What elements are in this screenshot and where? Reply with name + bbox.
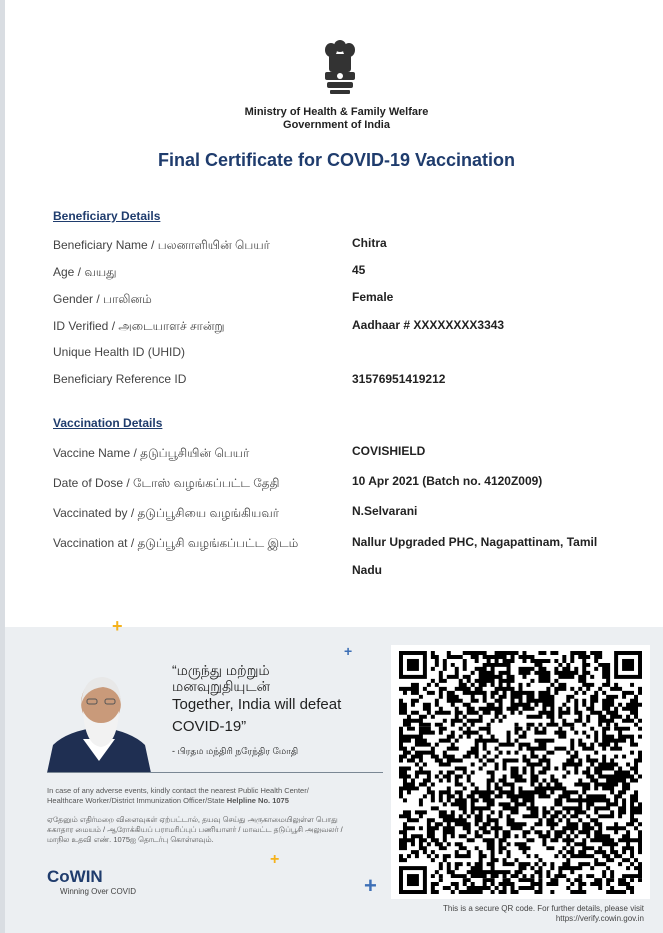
qr-code-box [391, 645, 650, 899]
quote-english-line1: Together, India will defeat [172, 696, 342, 713]
vaccination-at-value-line2: Nadu [352, 563, 382, 577]
qr-caption [394, 904, 644, 924]
id-verified-value: Aadhaar # XXXXXXXX3343 [352, 318, 505, 332]
plus-icon: + [112, 616, 123, 636]
dose-date-label: Date of Dose / டோஸ் வழங்கப்பட்ட தேதி [53, 476, 280, 490]
gender-label: Gender / பாலினம் [53, 292, 152, 306]
gender-value: Female [352, 290, 394, 304]
vaccine-name-value: COVISHIELD [352, 444, 426, 458]
quote-tamil [172, 662, 270, 694]
vaccinated-by-value: N.Selvarani [352, 504, 418, 518]
id-verified-label: ID Verified / அடையாளச் சான்று [53, 319, 225, 333]
national-emblem-icon [321, 38, 359, 104]
vaccination-at-label: Vaccination at / தடுப்பூசி வழங்கப்பட்ட இடம் [53, 536, 299, 550]
info-english-line2 [47, 796, 382, 806]
reference-id-label: Beneficiary Reference ID [53, 372, 187, 386]
plus-icon: + [344, 643, 353, 659]
beneficiary-name-label: Beneficiary Name / பலனாளியின் பெயர் [53, 238, 270, 252]
vaccination-at-value-line1: Nallur Upgraded PHC, Nagapattinam, Tamil [352, 535, 598, 549]
age-label: Age / வயது [53, 265, 117, 279]
info-tamil-line1: ஏதேனும் எதிர்மறை விளைவுகள் ஏற்பட்டால், தயவு செய்து அருகாமையிலுள்ள பொது [47, 815, 338, 824]
plus-icon: + [364, 873, 377, 898]
quote-tamil-line2: மனவுறுதியுடன் [172, 678, 271, 694]
quote-tamil-line1: “மருந்து மற்றும் [172, 662, 270, 678]
plus-icon: + [270, 851, 280, 868]
beneficiary-section-title: Beneficiary Details [53, 209, 161, 223]
age-value: 45 [352, 263, 366, 277]
vaccinated-by-label: Vaccinated by / தடுப்பூசியை வழங்கியவர் [53, 506, 280, 520]
certificate-title: Final Certificate for COVID-19 Vaccination [157, 150, 516, 170]
qr-caption-line2: https://verify.cowin.gov.in [555, 914, 644, 923]
qr-code [399, 651, 642, 894]
cowin-tagline: Winning Over COVID [60, 887, 137, 896]
helpline-number: Helpline No. 1075 [226, 796, 289, 805]
uhid-label: Unique Health ID (UHID) [53, 345, 186, 359]
prime-minister-attribution: - பிரதம மந்திரி நரேந்திர மோதி [172, 746, 299, 756]
divider [47, 772, 383, 773]
info-english-line1: In case of any adverse events, kindly contact the nearest Public Health Center/ [47, 786, 309, 795]
dose-date-value: 10 Apr 2021 (Batch no. 4120Z009) [352, 474, 543, 488]
quote-english [172, 694, 341, 738]
quote-english-line2: COVID-19” [172, 718, 247, 735]
beneficiary-name-value: Chitra [352, 236, 387, 250]
ministry-name: Ministry of Health & Family Welfare [244, 106, 429, 118]
info-english-text: Healthcare Worker/District Immunization Officer/State [47, 796, 227, 805]
prime-minister-photo [47, 665, 151, 773]
info-tamil-line3: மாநில உதவி எண். 1075ஐ தொடர்பு கொள்ளவும். [47, 835, 214, 844]
adverse-events-info-english [47, 786, 382, 806]
info-tamil-line2: சுகாதார மையம் / ஆரோக்கியப் பராமரிப்புப் பணியாளர் / மாவட்ட தடுப்பூசி அலுவலர் / [47, 825, 343, 834]
adverse-events-info-tamil [47, 815, 382, 845]
cowin-logo: CoWIN [47, 867, 103, 886]
qr-caption-line1: This is a secure QR code. For further details, please visit [443, 904, 644, 913]
vaccination-section-title: Vaccination Details [53, 416, 163, 430]
vaccine-name-label: Vaccine Name / தடுப்பூசியின் பெயர் [53, 446, 250, 460]
reference-id-value: 31576951419212 [352, 372, 446, 386]
government-name: Government of India [283, 119, 390, 131]
